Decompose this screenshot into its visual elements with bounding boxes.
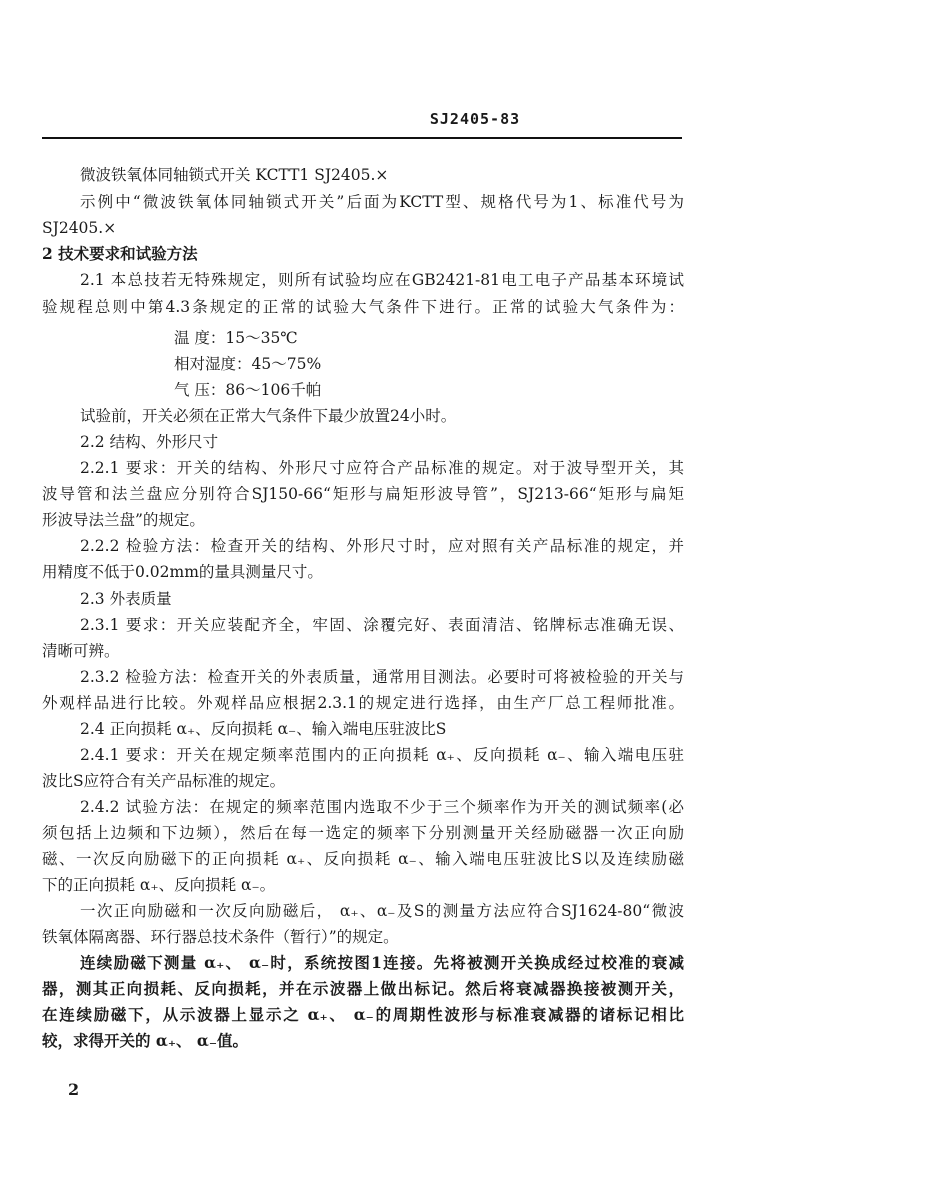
body-line: 外观样品进行比较。外观样品应根据2.3.1的规定进行选择，由生产厂总工程师批准。 (42, 694, 684, 712)
body-line: 在连续励磁下，从示波器上显示之 α₊、 α₋的周期性波形与标准衰减器的诸标记相比 (42, 1005, 684, 1024)
section-heading: 2.4 正向损耗 α₊、反向损耗 α₋、输入端电压驻波比S (80, 720, 447, 738)
body-line: 2.3.1 要求：开关应装配齐全，牢固、涂覆完好、表面清洁、铭牌标志准确无误、 (80, 616, 684, 634)
body-line: 示例中“微波铁氧体同轴锁式开关”后面为KCTT型、规格代号为1、标准代号为 (80, 193, 684, 211)
body-line: 磁、一次反向励磁下的正向损耗 α₊、反向损耗 α₋、输入端电压驻波比S以及连续励磁 (42, 850, 684, 868)
body-line: 下的正向损耗 α₊、反向损耗 α₋。 (42, 876, 276, 894)
body-line: 一次正向励磁和一次反向励磁后， α₊、α₋及S的测量方法应符合SJ1624-80“微波 (80, 902, 684, 920)
param-pressure: 气 压：86～106千帕 (174, 381, 322, 399)
param-humidity: 相对湿度：45～75% (174, 355, 322, 373)
section-heading: 2 技术要求和试验方法 (42, 244, 198, 263)
body-line: 铁氧体隔离器、环行器总技术条件（暂行）”的规定。 (42, 928, 399, 946)
body-line: 微波铁氧体同轴锁式开关 KCTT1 SJ2405.× (80, 166, 389, 184)
body-line: 2.4.1 要求：开关在规定频率范围内的正向损耗 α₊、反向损耗 α₋、输入端电压驻 (80, 746, 684, 764)
body-line: 清晰可辨。 (42, 642, 120, 660)
body-line: 2.3.2 检验方法：检查开关的外表质量，通常用目测法。必要时可将被检验的开关与 (80, 668, 684, 686)
body-line: 连续励磁下测量 α₊、 α₋时，系统按图1连接。先将被测开关换成经过校准的衰减 (80, 953, 684, 972)
body-line: SJ2405.× (42, 219, 117, 237)
body-line: 形波导法兰盘”的规定。 (42, 511, 205, 529)
body-line: 波比S应符合有关产品标准的规定。 (42, 772, 286, 790)
body-line: 2.2.1 要求：开关的结构、外形尺寸应符合产品标准的规定。对于波导型开关，其 (80, 459, 684, 477)
body-line: 2.4.2 试验方法：在规定的频率范围内选取不少于三个频率作为开关的测试频率(必 (80, 798, 684, 816)
body-line: 较，求得开关的 α₊、 α₋值。 (42, 1031, 249, 1050)
body-line: 用精度不低于0.02mm的量具测量尺寸。 (42, 563, 323, 581)
param-temperature: 温 度：15～35℃ (174, 329, 298, 347)
doc-header: SJ2405-83 (429, 110, 521, 128)
section-heading: 2.3 外表质量 (80, 590, 172, 608)
body-line: 2.1 本总技若无特殊规定，则所有试验均应在GB2421-81电工电子产品基本环境试 (80, 271, 684, 289)
body-line: 2.2.2 检验方法：检查开关的结构、外形尺寸时，应对照有关产品标准的规定，并 (80, 537, 684, 555)
body-line: 试验前，开关必须在正常大气条件下最少放置24小时。 (80, 407, 457, 425)
header-rule (42, 137, 682, 139)
body-line: 须包括上边频和下边频），然后在每一选定的频率下分别测量开关经励磁器一次正向励 (42, 824, 684, 842)
body-line: 验规程总则中第4.3条规定的正常的试验大气条件下进行。正常的试验大气条件为： (42, 298, 684, 316)
body-line: 波导管和法兰盘应分别符合SJ150-66“矩形与扁矩形波导管”，SJ213-66“矩形与扁矩 (42, 485, 684, 503)
section-heading: 2.2 结构、外形尺寸 (80, 433, 219, 451)
page-number: 2 (68, 1080, 80, 1099)
body-line: 器，测其正向损耗、反向损耗，并在示波器上做出标记。然后将衰减器换接被测开关， (42, 979, 684, 998)
